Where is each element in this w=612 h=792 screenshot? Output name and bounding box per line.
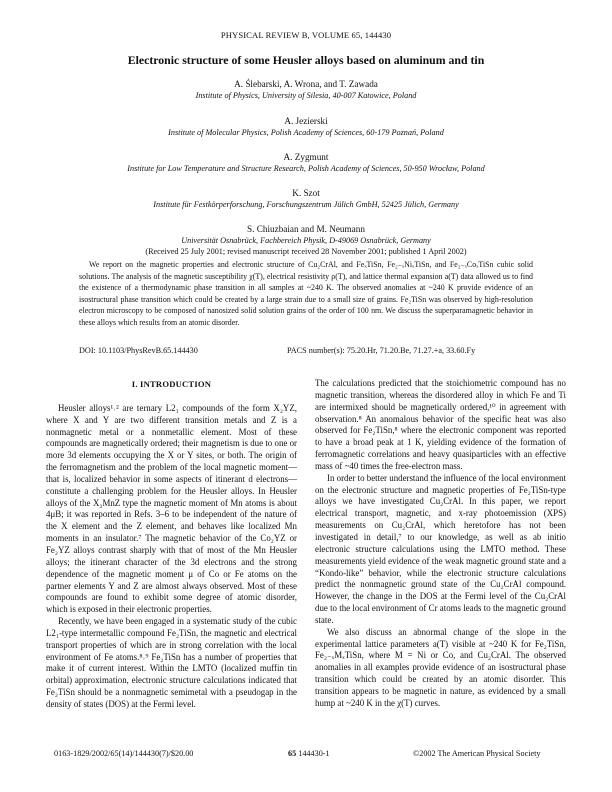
pacs-numbers: PACS number(s): 75.20.Hr, 71.20.Be, 71.27.+a, 33.60.Fy	[287, 346, 476, 355]
footer-volume: 65	[288, 749, 297, 758]
paper-title: Electronic structure of some Heusler alloys based on aluminum and tin	[127, 53, 485, 67]
paragraph: The calculations predicted that the stoichiometric compound has no magnetic transition, whereas the disordered alloy in which Fe and Ti are intermixed should be magnetically ordered,¹⁰ in agreement with observation.⁸ An anomalous behavior of the specific heat was also observed for Fe₂TiSn,⁸ where the electronic component was reported to have a broad peak at 1 K, yielding evidence of the formation of ferromagnetic correlations and heavy quasiparticles with an effective mass of ~40 times the free-electron mass.	[315, 378, 566, 471]
right-column	[315, 378, 566, 710]
doi: DOI: 10.1103/PhysRevB.65.144430	[79, 346, 198, 355]
abstract: We report on the magnetic properties and electronic structure of Cu₂CrAl, and FeₓTiSn, Fe₂₋ₓNiₓTiSn, and Fe₂₋ₓCoₓTiSn cubic solid solutions. The analysis of the magnetic susceptibility χ(T), electrical resistivity ρ(T), and lattice thermal expansion a(T) data allowed us to find the existence of a thermodynamic phase transition in all samples at ~240 K. The observed anomalies at ~240 K provide evidence of an isostructural phase transition which could be created by a large strain due to a small size of grains. Fe₂TiSn was observed by high-resolution electron microscopy to be composed of nanosized solid solution grains of the order of 100 nm. We discuss the superparamagnetic behavior in these alloys which results from an atomic disorder.	[79, 260, 533, 327]
paragraph: We also discuss an abnormal change of the slope in the experimental lattice parameters a(T) visible at ~240 K for Fe₂TiSn, Fe₂₋ₓMₓTiSn, where M = Ni or Co, and Cu₂CrAl. The observed anomalies in all examples provide evidence of an isostructural phase transition which could be created by an atomic disorder. This transition appears to be magnetic in nature, as evidenced by a small hump at ~240 K in the χ(T) curves.	[315, 626, 566, 708]
author-names: A. Ślebarski, A. Wrona, and T. Zawada	[234, 79, 378, 89]
footer-page	[288, 749, 330, 758]
paragraph: In order to better understand the influence of the local environment on the electronic structure and magnetic properties of Fe₂TiSn-type alloys we have investigated Cu₂CrAl. In this paper, we report electrical transport, magnetic, and x-ray photoemission (XPS) measurements on Cu₂CrAl, which heretofore has not been investigated in detail,⁷ to our knowledge, as well as ab initio electronic structure calculations using the LMTO method. These measurements yield evidence of the weak magnetic ground state and a “Kondo-like” behavior, while the electronic structure calculations predict the nonmagnetic ground state of the Cu₂CrAl compound. However, the change in the DOS at the Fermi level of the Cu₂CrAl due to the local environment of Cr atoms leads to the magnetic ground state.	[315, 472, 566, 625]
journal-header: PHYSICAL REVIEW B, VOLUME 65, 144430	[220, 30, 392, 40]
section-heading: I. INTRODUCTION	[131, 379, 212, 389]
footer-page-number: 144430-1	[298, 749, 330, 758]
left-column	[46, 378, 297, 711]
paragraph: Recently, we have been engaged in a systematic study of the cubic L2₁-type intermetallic compound Fe₂TiSn, the magnetic and electrical transport properties of which are in strong correlation with the local environment of Fe atoms.⁸˒⁹ Fe₂TiSn has a number of properties that make it of current interest. Within the LMTO (localized muffin tin orbital) approximation, electronic structure calculations indicated that Fe₂TiSn should be a nonmagnetic semimetal with a pseudogap in the density of states (DOS) at the Fermi level.	[46, 616, 297, 709]
footer-copyright: ©2002 The American Physical Society	[413, 749, 541, 758]
author-affiliation: Institute of Molecular Physics, Polish Academy of Sciences, 60-179 Poznań, Poland	[168, 128, 444, 137]
footer-code: 0163-1829/2002/65(14)/144430(7)/$20.00	[54, 749, 194, 758]
author-affiliation: Institute of Physics, University of Silesia, 40-007 Katowice, Poland	[195, 91, 417, 100]
author-affiliation: Universität Osnabrück, Fachbereich Physik, D-49069 Osnabrück, Germany	[181, 236, 431, 245]
author-affiliation: Institute for Low Temperature and Structure Research, Polish Academy of Sciences, 50-950 Wrocław, Poland	[127, 164, 485, 173]
publication-dates: (Received 25 July 2001; revised manuscript received 28 November 2001; published 1 April 2002)	[145, 247, 467, 256]
author-names: A. Zygmunt	[283, 152, 329, 162]
author-names: A. Jezierski	[284, 116, 328, 126]
paragraph: Heusler alloys¹˒² are ternary L2₁ compounds of the form X₂YZ, where X and Y are two different transition metals and Z is a nonmagnetic metal or a nonmetallic element. Most of these compounds are magnetically ordered; their magnetism is due to one or more 3d elements occupying the X or Y sites, or both. The origin of the ferromagnetism and the problem of the local magnetic moment—that is, localized behavior in some aspects of itinerant d electrons—constitute a challenging problem for the Heusler alloys. In Heusler alloys of the X₂MnZ type the magnetic moment of Mn atoms is about 4μB; it was reported in Refs. 3–6 to be independent of the nature of the X element and the Z element, and behaves like localized Mn moments in an insulator.⁷ The magnetic behavior of the Co₂YZ or Fe₂YZ alloys contrast sharply with that of most of the Mn Heusler alloys; the itinerant character of the 3d electrons and the strong dependence of the magnetic moment μ of Co or Fe atoms on the partner elements Y and Z are almost always observed. Most of these compounds are found to exhibit some degree of atomic disorder, which is exposed in their electronic properties.	[46, 402, 297, 615]
author-names: K. Szot	[292, 188, 320, 198]
author-names: S. Chiuzbaian and M. Neumann	[247, 224, 365, 234]
author-affiliation: Institute für Festkörperforschung, Forschungszentrum Jülich GmbH, 52425 Jülich, Germany	[153, 200, 459, 209]
